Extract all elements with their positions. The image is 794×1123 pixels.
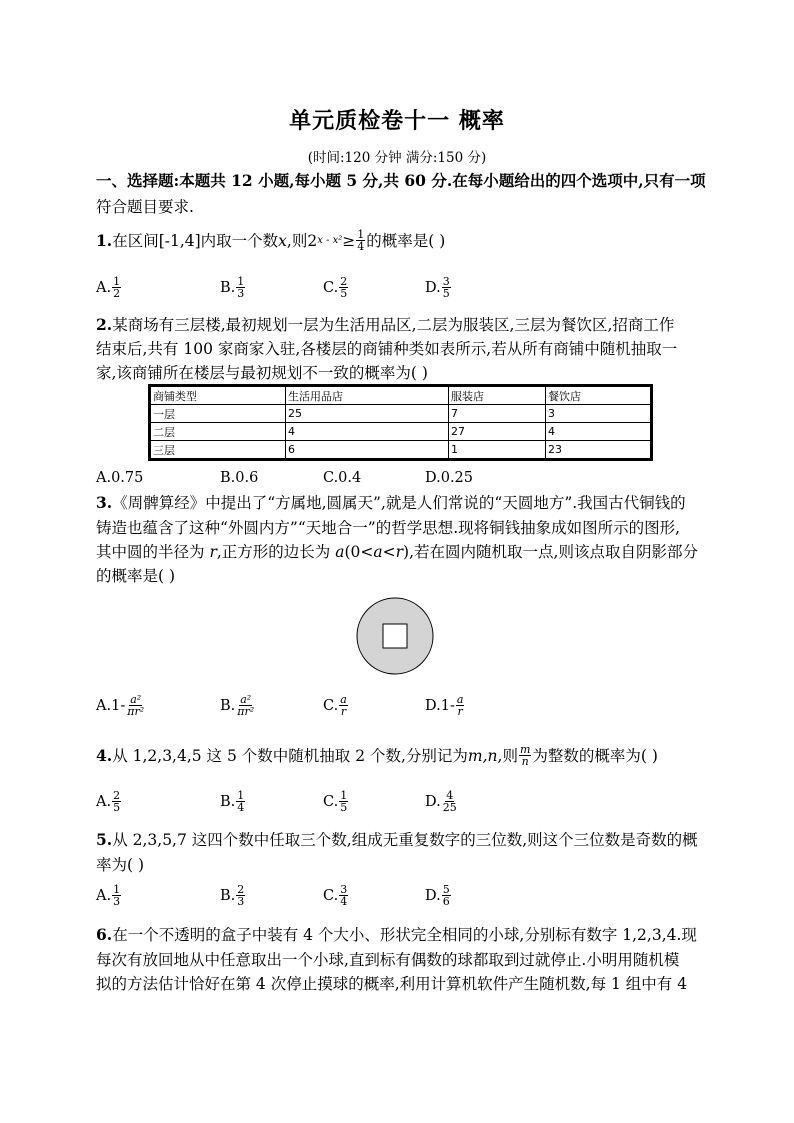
- question-text: ,则: [497, 746, 518, 765]
- option-c[interactable]: C. $\frac{1}{5}$: [323, 789, 348, 814]
- question-text: 为整数的概率为( ): [532, 746, 658, 765]
- table-cell: 6: [286, 441, 449, 460]
- fraction: $\frac{5}{6}$: [442, 883, 450, 908]
- question-text: ,则: [286, 231, 308, 250]
- fraction: $\frac{1}{4}$: [237, 789, 245, 814]
- table-cell: 一层: [150, 405, 286, 423]
- question-text: 家,该商铺所在楼层与最初规划不一致的概率为( ): [96, 364, 428, 382]
- variable-a: a: [335, 543, 345, 561]
- question-2: [96, 314, 674, 336]
- fraction: $\frac{m}{n}$: [519, 743, 531, 768]
- option-c[interactable]: C. $\frac{3}{4}$: [323, 883, 348, 908]
- variable-a: a: [373, 543, 383, 561]
- option-a[interactable]: A. 1- $\frac{\text{a²}}{\text{πr²}}$: [96, 693, 145, 718]
- fraction: $\frac{2}{3}$: [237, 883, 245, 908]
- option-a[interactable]: A. $\frac{1}{3}$: [96, 883, 121, 908]
- question-number: 3.: [96, 493, 113, 512]
- option-d[interactable]: D.0.25: [425, 470, 474, 486]
- fraction: $\frac{3}{4}$: [340, 883, 348, 908]
- option-c[interactable]: C.0.4: [323, 470, 362, 486]
- fraction: $\frac{1}{3}$: [113, 883, 121, 908]
- question-text: 从 2,3,5,7 这四个数中任取三个数,组成无重复数字的三位数,则这个三位数是奇数的概: [112, 831, 698, 849]
- option-d[interactable]: D. 1- $\frac{a}{r}$: [425, 693, 464, 718]
- option-d[interactable]: D. $\frac{5}{6}$: [425, 883, 450, 908]
- question-text-line3: 其中圆的半径为 r,正方形的边长为 a(0<a<r),若在圆内随机取一点,则该点取自阴影部分: [96, 543, 698, 561]
- table-row: [150, 441, 652, 460]
- option-b[interactable]: B. $\frac{1}{3}$: [220, 275, 245, 300]
- option-a[interactable]: A. $\frac{2}{5}$: [96, 789, 121, 814]
- table-cell: 23: [546, 441, 652, 460]
- table-cell: 3: [546, 405, 652, 423]
- table-cell: 三层: [150, 441, 286, 460]
- square-hole: [383, 624, 407, 648]
- question-3: [96, 492, 686, 514]
- inequality-sign: ≥: [342, 231, 356, 250]
- fraction: $\frac{3}{5}$: [442, 275, 450, 300]
- variable-x: x: [278, 231, 287, 250]
- question-text: 结束后,共有 100 家商家入驻,各楼层的商铺种类如表所示,若从所有商铺中随机抽取一: [96, 340, 678, 358]
- option-b[interactable]: B.0.6: [220, 470, 259, 486]
- power-exponent: x - x²: [317, 234, 343, 246]
- fraction: $\frac{1}{4}$: [357, 228, 365, 253]
- option-d[interactable]: D. $\frac{4}{25}$: [425, 789, 457, 814]
- power-base: 2: [307, 231, 318, 250]
- fraction: $\frac{2}{5}$: [340, 275, 348, 300]
- question-4: [96, 744, 658, 767]
- question-text: 的概率是( ): [96, 567, 176, 585]
- question-text: 拟的方法估计恰好在第 4 次停止摸球的概率,利用计算机软件产生随机数,每 1 组中有 4: [96, 975, 688, 993]
- option-b[interactable]: B. $\frac{2}{3}$: [220, 883, 245, 908]
- fraction: $\frac{a}{r}$: [340, 693, 347, 718]
- question-number: 4.: [96, 745, 113, 765]
- table-header: 生活用品店: [286, 386, 449, 405]
- option-a[interactable]: A. $\frac{1}{2}$: [96, 275, 121, 300]
- question-number: 2.: [96, 315, 113, 334]
- question-1: [96, 229, 445, 252]
- table-header: 餐饮店: [546, 386, 652, 405]
- section-heading-line1: 一、选择题:本题共 12 小题,每小题 5 分,共 60 分.在每小题给出的四个选项中,只有一项: [96, 171, 706, 190]
- fraction: $\frac{1}{3}$: [237, 275, 245, 300]
- option-d[interactable]: D. $\frac{3}{5}$: [425, 275, 450, 300]
- question-number: 1.: [96, 230, 113, 250]
- question-number: 6.: [96, 925, 113, 944]
- variables-m-n: m,n: [467, 746, 498, 765]
- table-header: 服装店: [449, 386, 546, 405]
- option-b[interactable]: B. $\frac{\text{a²}}{\text{πr²}}$: [220, 693, 255, 718]
- fraction: $\frac{\text{a²}}{\text{πr²}}$: [237, 693, 255, 718]
- table-cell: 二层: [150, 423, 286, 441]
- question-text: 某商场有三层楼,最初规划一层为生活用品区,二层为服装区,三层为餐饮区,招商工作: [112, 316, 675, 334]
- fraction: $\frac{\text{a²}}{\text{πr²}}$: [127, 693, 145, 718]
- question-6: [96, 924, 697, 946]
- table-cell: 7: [449, 405, 546, 423]
- fraction: $\frac{4}{25}$: [442, 789, 457, 814]
- option-c[interactable]: C. $\frac{2}{5}$: [323, 275, 348, 300]
- fraction: $\frac{1}{2}$: [113, 275, 121, 300]
- table-header: 商铺类型: [150, 386, 286, 405]
- question-text: 在一个不透明的盒子中装有 4 个大小、形状完全相同的小球,分别标有数字 1,2,3,4.现: [112, 926, 697, 944]
- store-type-table: [148, 384, 653, 461]
- question-text: 每次有放回地从中任意取出一个小球,直到标有偶数的球都取到过就停止.小明用随机模: [96, 951, 680, 969]
- question-text: 《周髀算经》中提出了“方属地,圆属天”,就是人们常说的“天圆地方”.我国古代铜钱的: [112, 494, 686, 512]
- page-title: 单元质检卷十一 概率: [289, 109, 505, 134]
- section-heading-line2: 符合题目要求.: [96, 198, 194, 216]
- table-cell: 25: [286, 405, 449, 423]
- question-text: 率为( ): [96, 856, 145, 874]
- question-text: 在区间[-1,4]内取一个数: [112, 231, 279, 250]
- table-cell: 4: [546, 423, 652, 441]
- fraction: $\frac{1}{5}$: [340, 789, 348, 814]
- table-cell: 1: [449, 441, 546, 460]
- question-5: [96, 829, 698, 851]
- variable-r: r: [209, 543, 217, 561]
- table-header-row: [150, 386, 652, 405]
- variable-r: r: [395, 543, 404, 561]
- question-number: 5.: [96, 830, 113, 849]
- fraction: $\frac{2}{5}$: [113, 789, 121, 814]
- table-cell: 27: [449, 423, 546, 441]
- question-text: 从 1,2,3,4,5 这 5 个数中随机抽取 2 个数,分别记为: [112, 746, 468, 765]
- option-b[interactable]: B. $\frac{1}{4}$: [220, 789, 245, 814]
- question-text: 铸造也蕴含了这种“外圆内方”“天地合一”的哲学思想.现将铜钱抽象成如图所示的图形,: [96, 519, 681, 537]
- table-cell: 4: [286, 423, 449, 441]
- option-c[interactable]: C. $\frac{a}{r}$: [323, 693, 347, 718]
- coin-figure: [355, 596, 435, 676]
- exam-info: (时间:120 分钟 满分:150 分): [307, 150, 487, 166]
- table-row: [150, 423, 652, 441]
- option-a[interactable]: A.0.75: [96, 470, 144, 486]
- question-text: 的概率是( ): [366, 231, 446, 250]
- fraction: $\frac{a}{r}$: [456, 693, 464, 718]
- table-row: [150, 405, 652, 423]
